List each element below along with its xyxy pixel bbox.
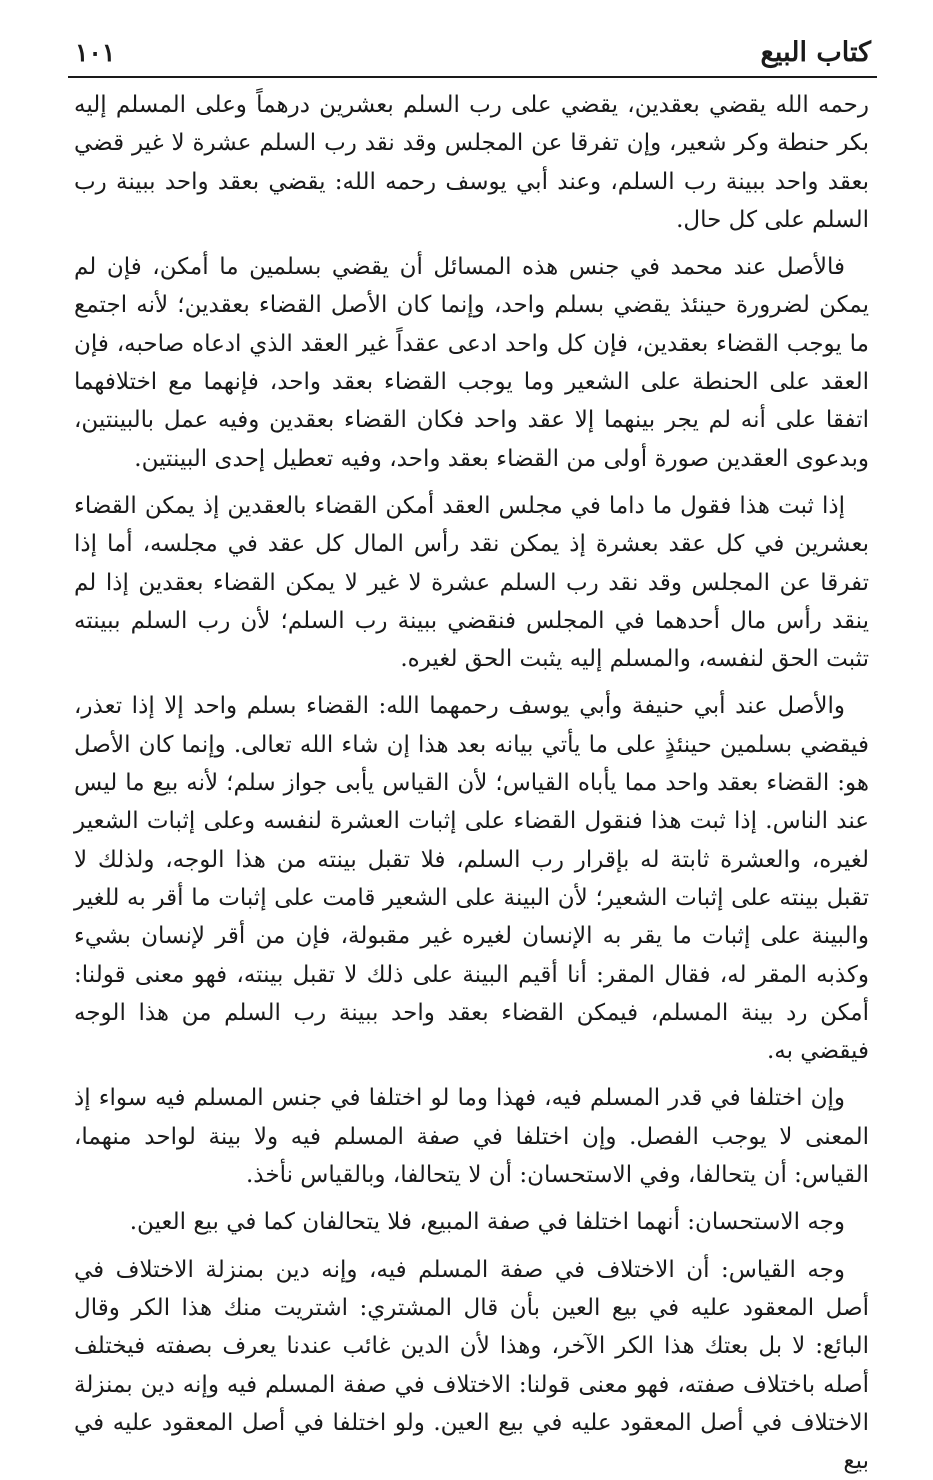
page-body — [74, 86, 869, 1475]
header-rule — [68, 76, 877, 78]
paragraph: والأصل عند أبي حنيفة وأبي يوسف رحمهما الله: القضاء بسلم واحد إلا إذا تعذر، فيقضي بسلمين حينئذٍ على ما يأتي بيانه بعد هذا إن شاء الله تعالى. وإنما كان الأصل هو: القضاء بعقد واحد مما يأباه القياس؛ لأن القياس يأبى جواز سلم؛ لأنه بيع ما ليس عند الناس. إذا ثبت هذا فنقول القضاء على إثبات العشرة لنفسه وعلى إثبات الشعير لغيره، والعشرة ثابتة له بإقرار رب السلم، فلا تقبل بينته من هذا الوجه، ولذلك لا تقبل بينته على إثبات الشعير؛ لأن البينة على الشعير قامت على إثبات ما أقر به للغير والبينة على إثبات ما يقر به الإنسان لغيره غير مقبولة، فإن من أقر لإنسان بشيء وكذبه المقر له، فقال المقر: أنا أقيم البينة على ذلك لا تقبل بينته، فهو معنى قولنا: أمكن رد بينة المسلم، فيمكن القضاء بعقد واحد ببينة رب السلم من هذا الوجه فيقضي به. — [74, 693, 869, 1065]
page-header — [75, 32, 871, 72]
paragraph: وجه القياس: أن الاختلاف في صفة المسلم فيه، وإنه دين بمنزلة الاختلاف في أصل المعقود عليه في بيع العين بأن قال المشتري: اشتريت منك هذا الكر وقال البائع: لا بل بعتك هذا الكر الآخر، وهذا لأن الدين غائب عندنا يعرف بصفته فيختلف أصله باختلاف صفته، فهو معنى قولنا: الاختلاف في صفة المسلم فيه وإنه دين بمنزلة الاختلاف في أصل المعقود عليه في بيع العين. ولو اختلفا في أصل المعقود عليه في بيع — [74, 1256, 869, 1475]
running-title: كتاب البيع — [760, 36, 871, 68]
paragraph: وإن اختلفا في قدر المسلم فيه، فهذا وما لو اختلفا في جنس المسلم فيه سواء إذ المعنى لا يوجب الفصل. وإن اختلفا في صفة المسلم فيه ولا بينة لواحد منهما، القياس: أن يتحالفا، وفي الاستحسان: أن لا يتحالفا، وبالقياس نأخذ. — [74, 1085, 869, 1189]
paragraph: وجه الاستحسان: أنهما اختلفا في صفة المبيع، فلا يتحالفان كما في بيع العين. — [129, 1209, 845, 1236]
paragraph: فالأصل عند محمد في جنس هذه المسائل أن يقضي بسلمين ما أمكن، فإن لم يمكن لضرورة حينئذ يقضي بسلم واحد، وإنما كان الأصل القضاء بعقدين؛ لأنه اجتمع ما يوجب القضاء بعقدين، فإن كل واحد ادعى عقداً غير العقد الذي ادعاه صاحبه، فإن العقد على الحنطة على الشعير وما يوجب القضاء بعقد واحد، فإنهما مع اختلافهما اتفقا على أنه لم يجر بينهما إلا عقد واحد فكان القضاء بعقدين وفيه عمل بالبينتين، وبدعوى العقدين صورة أولى من القضاء بعقد واحد، وفيه تعطيل إحدى البينتين. — [74, 254, 869, 472]
page-number: ١٠١ — [75, 37, 116, 67]
paragraph: إذا ثبت هذا فقول ما داما في مجلس العقد أمكن القضاء بالعقدين إذ يمكن القضاء بعشرين في كل عقد بعشرة إذ يمكن نقد رأس المال كل عقد في مجلسه، أما إذا تفرقا عن المجلس وقد نقد رب السلم عشرة لا غير لا يمكن القضاء بعقدين إذا لم ينقد رأس مال أحدهما في المجلس فنقضي ببينة رب السلم؛ لأن رب السلم ببينته تثبت الحق لنفسه، والمسلم إليه يثبت الحق لغيره. — [74, 492, 869, 673]
paragraph: رحمه الله يقضي بعقدين، يقضي على رب السلم بعشرين درهماً وعلى المسلم إليه بكر حنطة وكر شعير، وإن تفرقا عن المجلس وقد نقد رب السلم عشرة لا غير قضي بعقد واحد ببينة رب السلم، وعند أبي يوسف رحمه الله: يقضي بعقد واحد ببينة رب السلم على كل حال. — [74, 92, 869, 233]
